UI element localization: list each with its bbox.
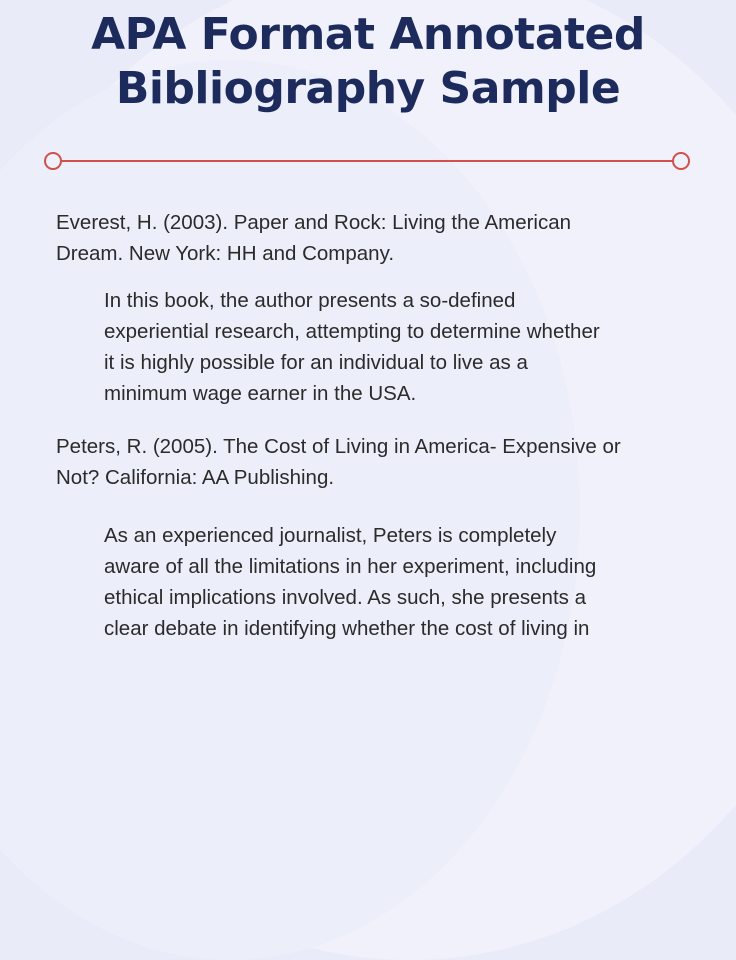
annotation-1-line-3: it is highly possible for an individual to live as a — [104, 351, 528, 374]
annotation-1 — [104, 285, 664, 409]
annotation-2-line-2: aware of all the limitations in her experiment, including — [104, 555, 597, 578]
annotation-1-line-4: minimum wage earner in the USA. — [104, 382, 417, 405]
annotation-2-line-1: As an experienced journalist, Peters is completely — [104, 524, 557, 547]
annotation-1-line-2: experiential research, attempting to determine whether — [104, 320, 600, 343]
title-line-2: Bibliography Sample — [115, 63, 621, 114]
annotation-1-line-1: In this book, the author presents a so-defined — [104, 289, 516, 312]
divider-right-circle-icon — [672, 152, 690, 170]
citation-2-line-1: Peters, R. (2005). The Cost of Living in America- Expensive or — [56, 435, 621, 458]
divider-line — [54, 160, 680, 162]
annotation-2 — [104, 520, 664, 644]
citation-1 — [56, 207, 686, 269]
citation-1-line-1: Everest, H. (2003). Paper and Rock: Living the American — [56, 211, 572, 234]
citation-2 — [56, 431, 686, 493]
annotation-2-line-3: ethical implications involved. As such, she presents a — [104, 586, 587, 609]
title-divider — [44, 151, 690, 171]
title-line-1: APA Format Annotated — [91, 9, 645, 60]
page-title — [0, 8, 736, 116]
divider-left-circle-icon — [44, 152, 62, 170]
citation-1-line-2: Dream. New York: HH and Company. — [56, 242, 395, 265]
citation-2-line-2: Not? California: AA Publishing. — [56, 466, 335, 489]
annotation-2-line-4: clear debate in identifying whether the cost of living in — [104, 617, 590, 640]
